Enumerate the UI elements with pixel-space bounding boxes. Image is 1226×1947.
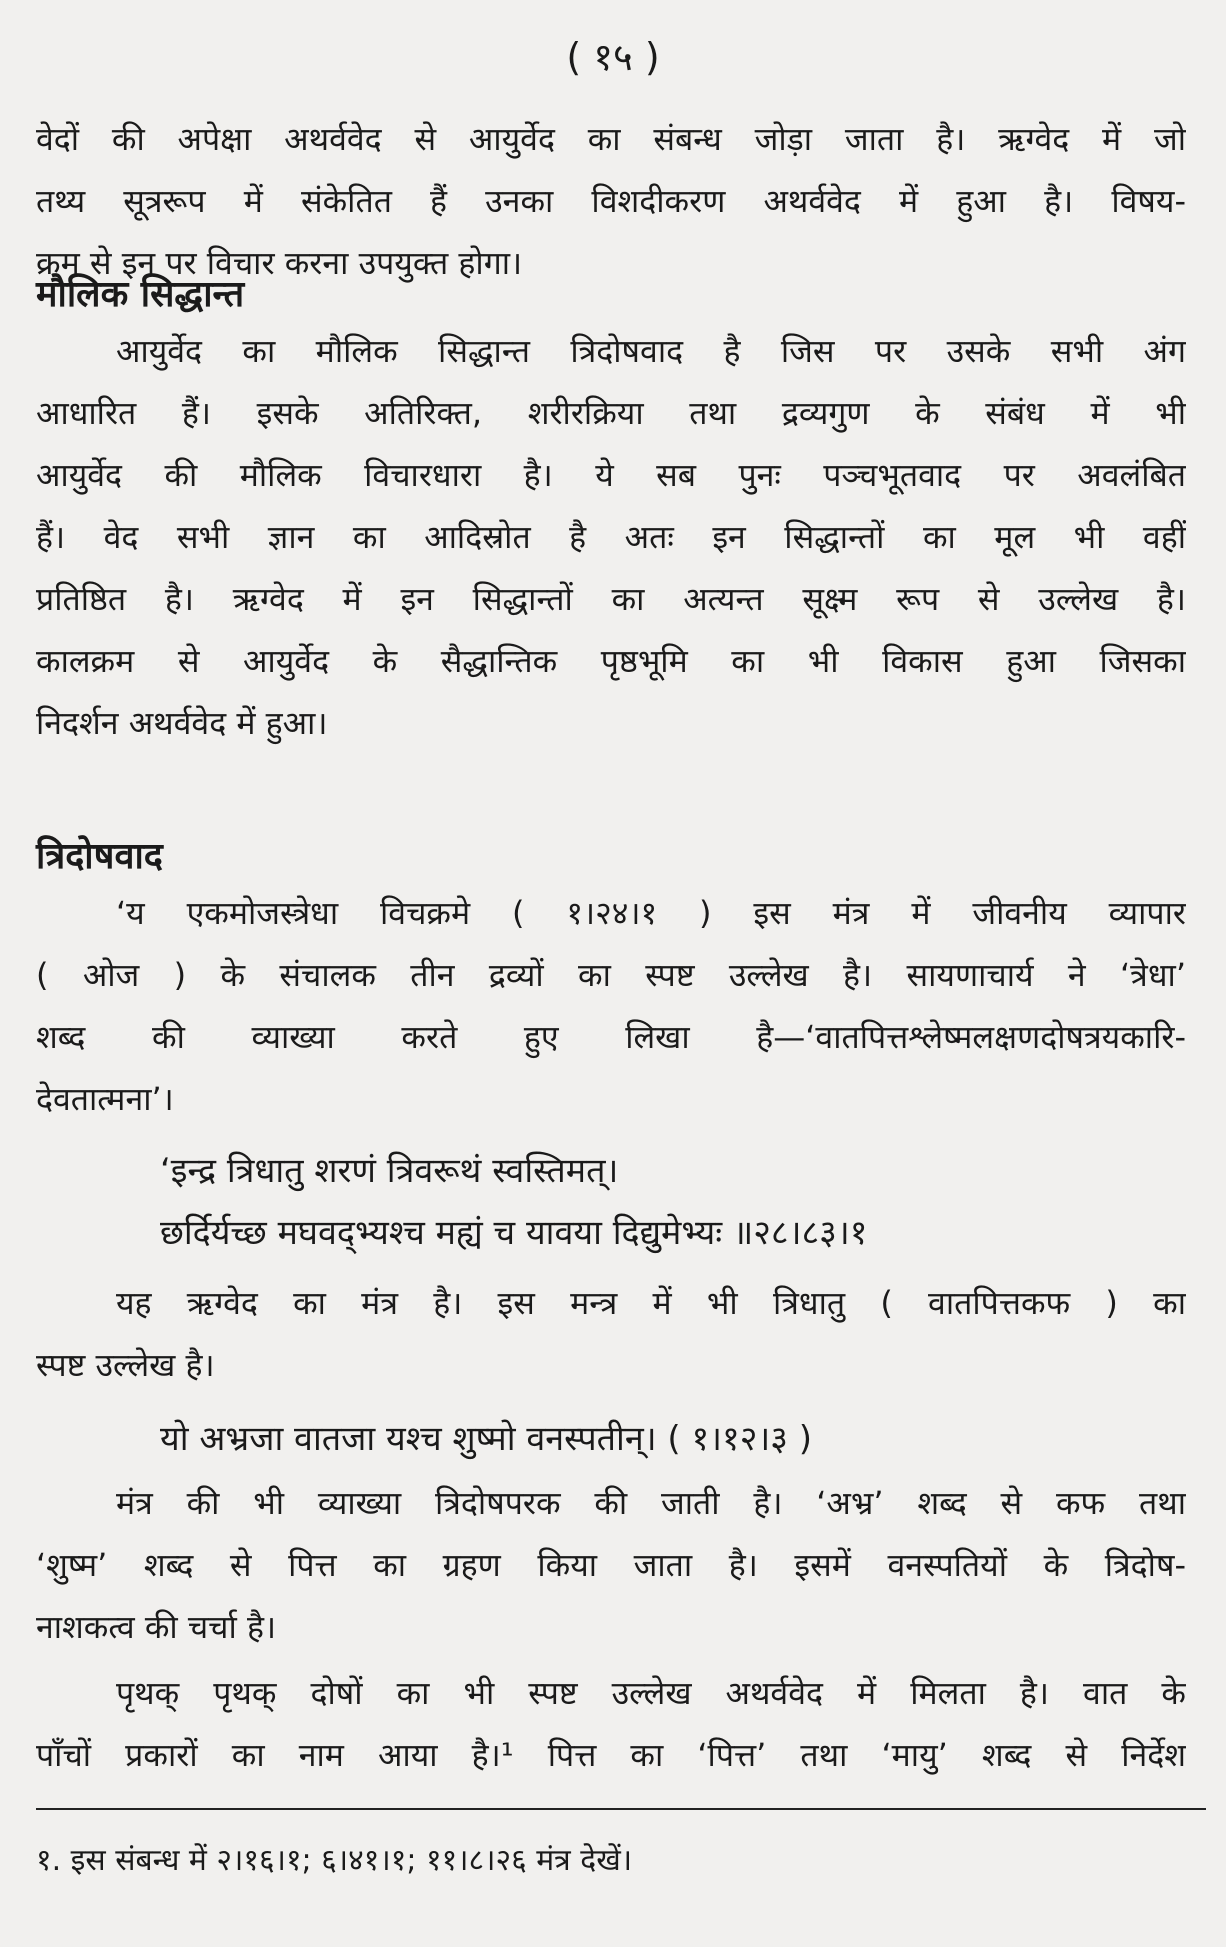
text-line: तथ्य सूत्ररूप में संकेतित हैं उनका विशदीकरण अथर्ववेद में हुआ है। विषय- xyxy=(36,182,1186,220)
paragraph-prithak-dosha xyxy=(36,1662,1186,1786)
text-line: पाँचों प्रकारों का नाम आया है।¹ पित्त का ‘पित्त’ तथा ‘मायु’ शब्द से निर्देश xyxy=(36,1736,1186,1774)
text-line: आयुर्वेद की मौलिक विचारधारा है। ये सब पुनः पञ्चभूतवाद पर अवलंबित xyxy=(36,456,1186,494)
paragraph-tridoshvad xyxy=(36,882,1186,1130)
verse-line: ‘इन्द्र त्रिधातु शरणं त्रिवरूथं स्वस्तिमत्। xyxy=(160,1151,619,1191)
verse-rigveda-indra xyxy=(160,1140,867,1264)
page-number: ( १५ ) xyxy=(566,35,660,79)
text-line: स्पष्ट उल्लेख है। xyxy=(36,1346,215,1384)
text-line: ‘शुष्म’ शब्द से पित्त का ग्रहण किया जाता है। इसमें वनस्पतियों के त्रिदोष- xyxy=(36,1546,1186,1584)
text-line: पृथक् पृथक् दोषों का भी स्पष्ट उल्लेख अथर्ववेद में मिलता है। वात के xyxy=(116,1674,1186,1712)
section-heading-tridoshvad: त्रिदोषवाद xyxy=(36,836,163,877)
text-line: आयुर्वेद का मौलिक सिद्धान्त त्रिदोषवाद है जिस पर उसके सभी अंग xyxy=(116,332,1186,370)
text-line: ( ओज ) के संचालक तीन द्रव्यों का स्पष्ट उल्लेख है। सायणाचार्य ने ‘त्रेधा’ xyxy=(36,956,1186,994)
paragraph-tridhatu xyxy=(36,1272,1186,1396)
verse-line: छर्दिर्यच्छ मघवद्भ्यश्च मह्यं च यावया दिद्युमेभ्यः ॥२८।८३।१ xyxy=(160,1213,868,1253)
text-line: हैं। वेद सभी ज्ञान का आदिस्रोत है अतः इन सिद्धान्तों का मूल भी वहीं xyxy=(36,518,1186,556)
section-heading-maulik-siddhant: मौलिक सिद्धान्त xyxy=(36,274,245,315)
verse-abhraja: यो अभ्रजा वातजा यश्च शुष्मो वनस्पतीन्। ( १।१२।३ ) xyxy=(160,1419,813,1459)
footnote-divider xyxy=(36,1808,1206,1810)
text-line: क्रम से इन पर विचार करना उपयुक्त होगा। xyxy=(36,244,523,282)
text-line: प्रतिष्ठित है। ऋग्वेद में इन सिद्धान्तों का अत्यन्त सूक्ष्म रूप से उल्लेख है। xyxy=(36,580,1186,618)
text-line: देवतात्मना’। xyxy=(36,1080,174,1118)
text-line: नाशकत्व की चर्चा है। xyxy=(36,1608,277,1646)
paragraph-maulik-siddhant xyxy=(36,320,1186,754)
text-line: वेदों की अपेक्षा अथर्ववेद से आयुर्वेद का संबन्ध जोड़ा जाता है। ऋग्वेद में जो xyxy=(36,120,1186,158)
paragraph-intro xyxy=(36,108,1186,294)
text-line: आधारित हैं। इसके अतिरिक्त, शरीरक्रिया तथा द्रव्यगुण के संबंध में भी xyxy=(36,394,1186,432)
text-line: मंत्र की भी व्याख्या त्रिदोषपरक की जाती है। ‘अभ्र’ शब्द से कफ तथा xyxy=(116,1484,1186,1522)
footnote: १. इस संबन्ध में २।१६।१; ६।४१।१; ११।८।२६ मंत्र देखें। xyxy=(36,1843,633,1878)
paragraph-abhra-shushma xyxy=(36,1472,1186,1658)
text-line: कालक्रम से आयुर्वेद के सैद्धान्तिक पृष्ठभूमि का भी विकास हुआ जिसका xyxy=(36,642,1186,680)
text-line: ‘य एकमोजस्त्रेधा विचक्रमे ( १।२४।१ ) इस मंत्र में जीवनीय व्यापार xyxy=(116,894,1186,932)
text-line: शब्द की व्याख्या करते हुए लिखा है—‘वातपित्तश्लेष्मलक्षणदोषत्रयकारि- xyxy=(36,1018,1186,1056)
text-line: निदर्शन अथर्ववेद में हुआ। xyxy=(36,704,328,742)
text-line: यह ऋग्वेद का मंत्र है। इस मन्त्र में भी त्रिधातु ( वातपित्तकफ ) का xyxy=(116,1284,1186,1322)
